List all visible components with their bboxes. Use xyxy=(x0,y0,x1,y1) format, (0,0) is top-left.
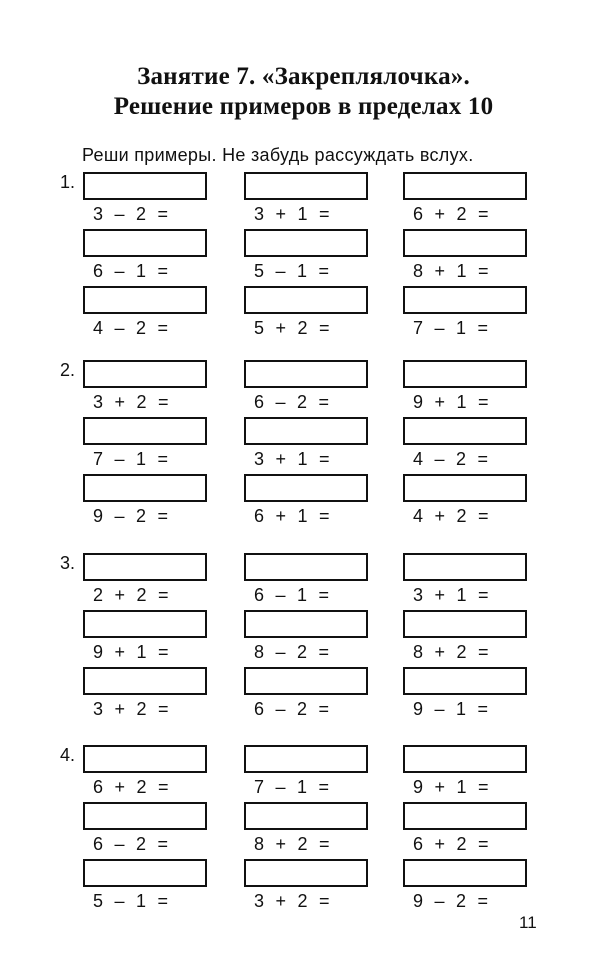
answer-box[interactable] xyxy=(244,802,368,830)
answer-box[interactable] xyxy=(83,859,207,887)
math-expression: 9 + 1 = xyxy=(413,392,490,412)
math-example xyxy=(403,474,531,528)
math-expression: 9 – 2 = xyxy=(413,891,489,911)
section-number: 1. xyxy=(60,172,76,192)
math-expression: 6 – 2 = xyxy=(254,699,330,719)
math-expression: 8 + 2 = xyxy=(413,642,490,662)
answer-box[interactable] xyxy=(244,360,368,388)
math-example xyxy=(244,667,372,721)
math-expression: 8 + 1 = xyxy=(413,261,490,281)
answer-box[interactable] xyxy=(403,417,527,445)
math-expression: 8 – 2 = xyxy=(254,642,330,662)
math-example xyxy=(83,859,211,913)
math-expression: 9 – 1 = xyxy=(413,699,489,719)
math-example xyxy=(244,610,372,664)
math-expression: 7 – 1 = xyxy=(413,318,489,338)
math-example xyxy=(83,360,211,414)
answer-box[interactable] xyxy=(403,360,527,388)
math-expression: 6 + 1 = xyxy=(254,506,331,526)
math-expression: 5 + 2 = xyxy=(254,318,331,338)
math-expression: 6 – 2 = xyxy=(93,834,169,854)
math-expression: 7 – 1 = xyxy=(254,777,330,797)
instruction-text: Реши примеры. Не забудь рассуждать вслух. xyxy=(82,145,474,165)
math-expression: 8 + 2 = xyxy=(254,834,331,854)
math-example xyxy=(244,802,372,856)
math-example xyxy=(403,172,531,226)
answer-box[interactable] xyxy=(83,474,207,502)
answer-box[interactable] xyxy=(244,553,368,581)
exercise-section xyxy=(0,172,607,352)
math-example xyxy=(403,360,531,414)
math-example xyxy=(403,802,531,856)
math-example xyxy=(83,667,211,721)
math-example xyxy=(83,417,211,471)
answer-box[interactable] xyxy=(244,229,368,257)
math-example xyxy=(244,553,372,607)
math-expression: 3 + 1 = xyxy=(413,585,490,605)
math-example xyxy=(403,286,531,340)
math-example xyxy=(83,474,211,528)
lesson-subtitle: Решение примеров в пределах 10 xyxy=(113,93,494,120)
answer-box[interactable] xyxy=(244,610,368,638)
answer-box[interactable] xyxy=(244,667,368,695)
math-expression: 3 + 2 = xyxy=(93,392,170,412)
math-expression: 4 – 2 = xyxy=(93,318,169,338)
math-example xyxy=(244,745,372,799)
answer-box[interactable] xyxy=(403,745,527,773)
math-example xyxy=(83,745,211,799)
math-example xyxy=(403,667,531,721)
exercise-section xyxy=(0,360,607,540)
math-expression: 3 + 2 = xyxy=(93,699,170,719)
math-example xyxy=(244,360,372,414)
answer-box[interactable] xyxy=(403,474,527,502)
math-expression: 3 – 2 = xyxy=(93,204,169,224)
answer-box[interactable] xyxy=(403,859,527,887)
exercise-section xyxy=(0,553,607,733)
math-expression: 3 + 2 = xyxy=(254,891,331,911)
answer-box[interactable] xyxy=(244,172,368,200)
answer-box[interactable] xyxy=(403,229,527,257)
math-example xyxy=(403,553,531,607)
math-expression: 9 + 1 = xyxy=(93,642,170,662)
math-expression: 6 – 1 = xyxy=(254,585,330,605)
answer-box[interactable] xyxy=(244,417,368,445)
math-example xyxy=(83,286,211,340)
math-example xyxy=(244,417,372,471)
answer-box[interactable] xyxy=(403,553,527,581)
exercise-section xyxy=(0,745,607,925)
lesson-title: Занятие 7. «Закреплялочка». xyxy=(137,63,470,90)
math-expression: 4 + 2 = xyxy=(413,506,490,526)
math-expression: 2 + 2 = xyxy=(93,585,170,605)
math-example xyxy=(244,859,372,913)
answer-box[interactable] xyxy=(244,474,368,502)
page-number: 11 xyxy=(519,913,537,932)
section-number: 3. xyxy=(60,553,76,573)
math-example xyxy=(403,610,531,664)
math-example xyxy=(244,172,372,226)
answer-box[interactable] xyxy=(244,745,368,773)
math-example xyxy=(83,229,211,283)
answer-box[interactable] xyxy=(83,553,207,581)
answer-box[interactable] xyxy=(403,667,527,695)
math-expression: 9 + 1 = xyxy=(413,777,490,797)
math-example xyxy=(403,859,531,913)
answer-box[interactable] xyxy=(83,417,207,445)
math-example xyxy=(83,172,211,226)
answer-box[interactable] xyxy=(244,859,368,887)
answer-box[interactable] xyxy=(403,286,527,314)
math-expression: 4 – 2 = xyxy=(413,449,489,469)
math-expression: 3 + 1 = xyxy=(254,449,331,469)
answer-box[interactable] xyxy=(83,610,207,638)
answer-box[interactable] xyxy=(83,360,207,388)
math-example xyxy=(83,553,211,607)
math-expression: 5 – 1 = xyxy=(93,891,169,911)
answer-box[interactable] xyxy=(83,229,207,257)
math-example xyxy=(403,745,531,799)
answer-box[interactable] xyxy=(83,172,207,200)
math-example xyxy=(244,474,372,528)
answer-box[interactable] xyxy=(83,802,207,830)
math-example xyxy=(403,229,531,283)
math-expression: 9 – 2 = xyxy=(93,506,169,526)
math-expression: 7 – 1 = xyxy=(93,449,169,469)
answer-box[interactable] xyxy=(83,745,207,773)
math-example xyxy=(403,417,531,471)
math-expression: 5 – 1 = xyxy=(254,261,330,281)
math-expression: 3 + 1 = xyxy=(254,204,331,224)
math-expression: 6 – 2 = xyxy=(254,392,330,412)
answer-box[interactable] xyxy=(403,802,527,830)
answer-box[interactable] xyxy=(83,286,207,314)
math-expression: 6 + 2 = xyxy=(413,834,490,854)
section-number: 2. xyxy=(60,360,76,380)
math-expression: 6 + 2 = xyxy=(413,204,490,224)
math-example xyxy=(244,229,372,283)
math-expression: 6 + 2 = xyxy=(93,777,170,797)
math-expression: 6 – 1 = xyxy=(93,261,169,281)
math-example xyxy=(83,610,211,664)
answer-box[interactable] xyxy=(403,610,527,638)
answer-box[interactable] xyxy=(83,667,207,695)
math-example xyxy=(83,802,211,856)
answer-box[interactable] xyxy=(244,286,368,314)
answer-box[interactable] xyxy=(403,172,527,200)
section-number: 4. xyxy=(60,745,76,765)
math-example xyxy=(244,286,372,340)
